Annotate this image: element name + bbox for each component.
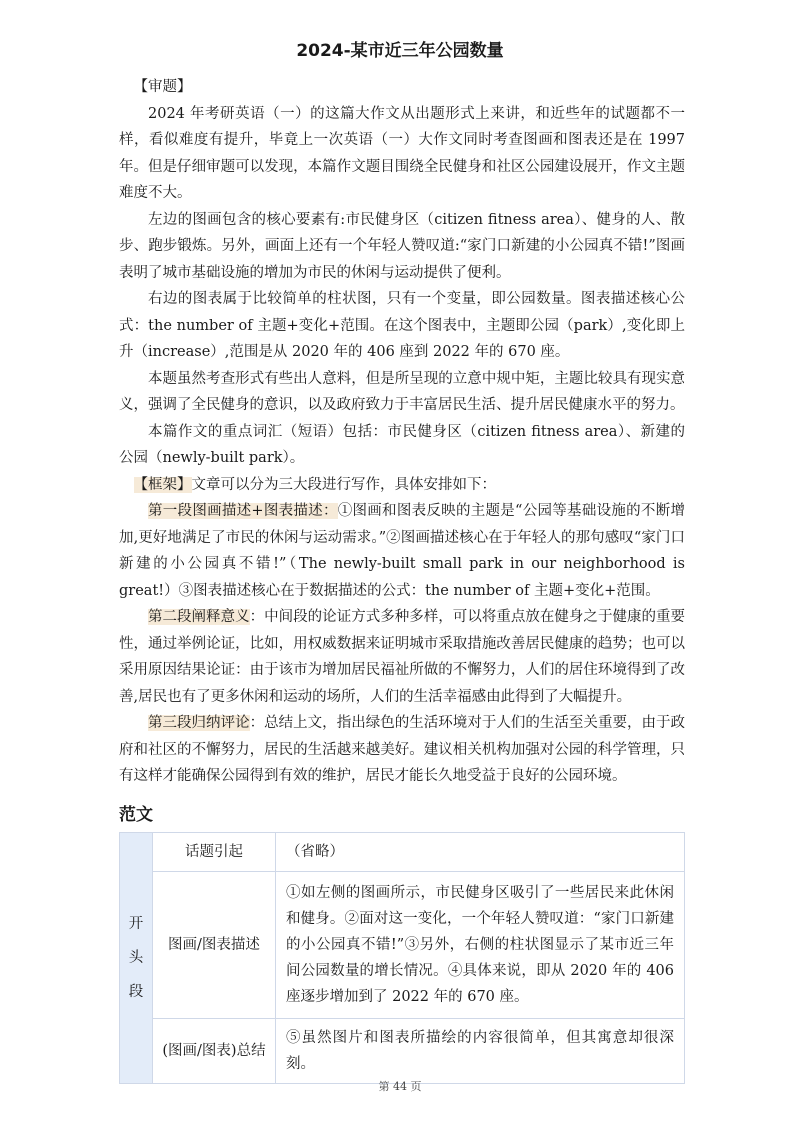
table-row (120, 833, 685, 872)
shenti-paragraph-1: 2024 年考研英语（一）的这篇大作文从出题形式上来讲，和近些年的试题都不一样，看似难度有提升，毕竟上一次英语（一）大作文同时考查图画和图表还是在 1997 年。但是仔细审题可以发现，本篇作文题目围绕全民健身和社区公园建设展开，作文主题难度不大。 (119, 105, 685, 201)
kuangjia-heading: 【框架】 (133, 476, 192, 493)
table-group-label: 开头段 (120, 833, 153, 1084)
page-title: 2024-某市近三年公园数量 (296, 41, 504, 61)
outline-paragraph-3-label: 第三段归纳评论 (148, 715, 250, 731)
outline-paragraph-2-label: 第二段阐释意义 (148, 609, 250, 625)
shenti-paragraph-4: 本题虽然考查形式有些出人意料，但是所呈现的立意中规中矩，主题比较具有现实意义，强调了全民健身的意识，以及政府致力于丰富居民生活、提升居民健康水平的努力。 (119, 370, 685, 413)
table-row (120, 1019, 685, 1084)
outline-paragraph-3 (119, 710, 685, 790)
table-row-content: ⑤虽然图片和图表所描绘的内容很简单，但其寓意却很深刻。 (276, 1019, 685, 1084)
shenti-paragraph-5: 本篇作文的重点词汇（短语）包括：市民健身区（citizen fitness area）、新建的公园（newly-built park）。 (119, 423, 685, 466)
shenti-paragraph-2: 左边的图画包含的核心要素有:市民健身区（citizen fitness area）、健身的人、散步、跑步锻炼。另外，画面上还有一个年轻人赞叹道:“家门口新建的小公园真不错!”图画表明了城市基础设施的增加为市民的休闲与运动提供了便利。 (119, 211, 685, 281)
outline-paragraph-3-text: ：总结上文，指出绿色的生活环境对于人们的生活至关重要，由于政府和社区的不懈努力，居民的生活越来越美好。建议相关机构加强对公园的科学管理，只有这样才能确保公园得到有效的维护，居民才能长久地受益于良好的公园环境。 (119, 715, 686, 784)
model-essay-heading: 范文 (119, 805, 153, 825)
outline-paragraph-1-label: 第一段图画描述+图表描述： (148, 503, 338, 519)
table-row-label: 话题引起 (153, 833, 276, 872)
outline-paragraph-2-text: ：中间段的论证方式多种多样，可以将重点放在健身之于健康的重要性，通过举例论证，比如，用权威数据来证明城市采取措施改善居民健康的趋势；也可以采用原因结果论证：由于该市为增加居民福祉所做的不懈努力，人们的居住环境得到了改善,居民也有了更多休闲和运动的场所，人们的生活幸福感由此得到了大幅提升。 (119, 609, 686, 705)
kuangjia-paragraph (119, 472, 685, 499)
outline-paragraph-1-text: ①图画和图表反映的主题是“公园等基础设施的不断增加,更好地满足了市民的休闲与运动需求。”②图画描述核心在于年轻人的那句感叹“家门口新建的小公园真不错!”（The newly-built small park in our neighborhood is great!）③图表描述核心在于数据描述的公式：the number of 主题+变化+范围。 (119, 503, 685, 599)
table-row-content: ①如左侧的图画所示，市民健身区吸引了一些居民来此休闲和健身。②面对这一变化，一个年轻人赞叹道：“家门口新建的小公园真不错!”③另外，右侧的柱状图显示了某市近三年间公园数量的增长情况。④具体来说，即从 2020 年的 406 座逐步增加到了 2022 年的 670 座。 (276, 872, 685, 1019)
table-row (120, 872, 685, 1019)
table-row-label: (图画/图表)总结 (153, 1019, 276, 1084)
shenti-heading: 【审题】 (133, 79, 192, 95)
shenti-paragraph-3: 右边的图表属于比较简单的柱状图，只有一个变量，即公园数量。图表描述核心公式：the number of 主题+变化+范围。在这个图表中，主题即公园（park）,变化即上升（increase）,范围是从 2020 年的 406 座到 2022 年的 670 座。 (119, 291, 685, 360)
outline-paragraph-2 (119, 604, 685, 710)
analysis-body (119, 74, 685, 790)
table-row-content: （省略） (276, 833, 685, 872)
outline-paragraph-1 (119, 498, 685, 604)
page-number: 第 44 页 (378, 1080, 422, 1093)
model-essay-table (119, 832, 685, 1084)
kuangjia-intro: 文章可以分为三大段进行写作，具体安排如下： (191, 476, 496, 493)
table-row-label: 图画/图表描述 (153, 872, 276, 1019)
